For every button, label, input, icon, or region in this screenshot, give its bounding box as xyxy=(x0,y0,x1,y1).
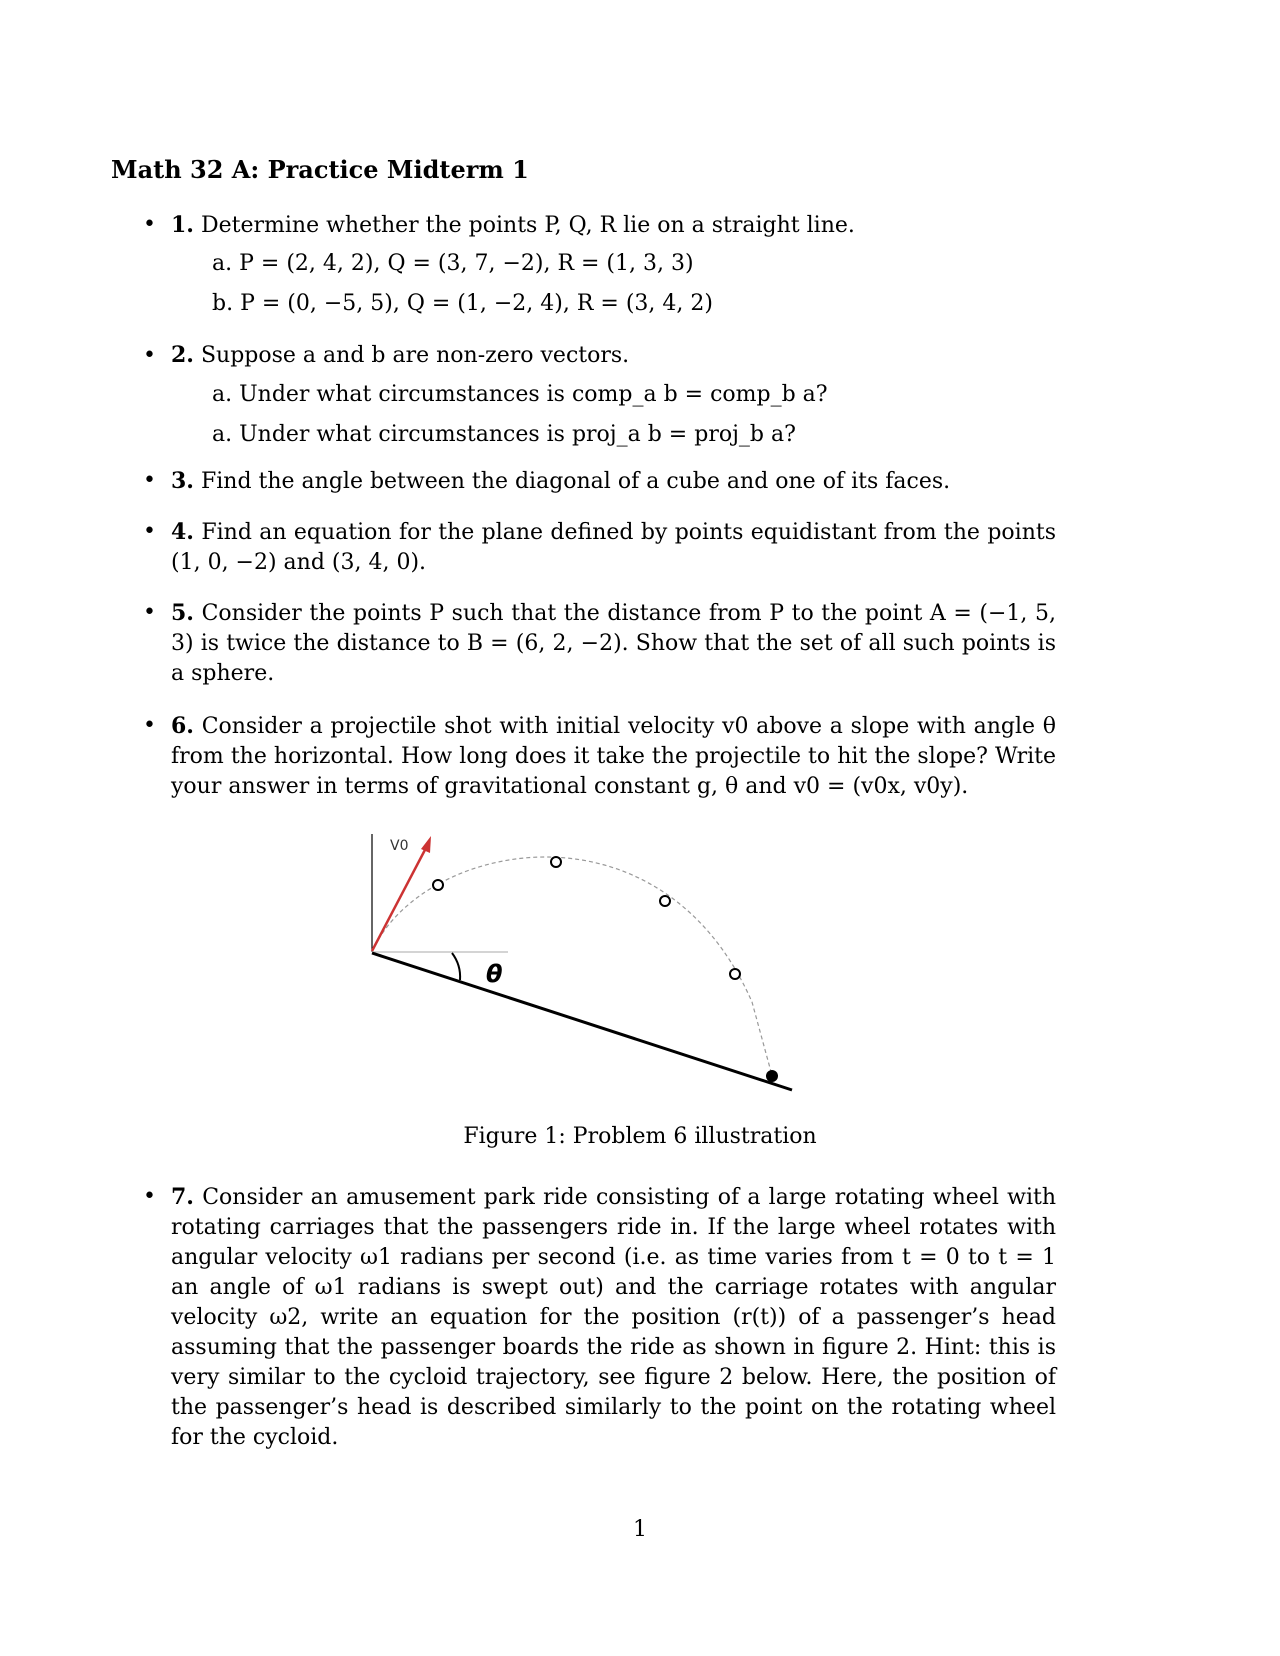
problem-text: Consider a projectile shot with initial velocity v0 above a slope with angle θ from the horizontal. How long does it take the projectile to hit the slope? Write your answer in terms of gravitational constant g, θ and v0 = (v0x, v0y). xyxy=(171,714,1056,799)
problem-7 xyxy=(171,1182,1056,1453)
bullet: • xyxy=(143,1184,156,1209)
bullet: • xyxy=(143,212,156,237)
arrow-head-icon xyxy=(421,836,431,853)
problem-number: 7. xyxy=(171,1184,194,1210)
projectile-diagram xyxy=(360,822,800,1102)
problem-4 xyxy=(171,517,1056,578)
problem-text: Consider an amusement park ride consisting of a large rotating wheel with rotating carriages that the passengers ride in. If the large wheel rotates with angular velocity ω1 radians per second (i.e. as time varies from t = 0 to t = 1 an angle of ω1 radians is swept out) and the carriage rotates with angular velocity ω2, write an equation for the position (r(t)) of a passenger’s head assuming that the passenger boards the ride as shown in figure 2. Hint: this is very similar to the cycloid trajectory, see figure 2 below. Here, the position of the passenger’s head is described similarly to the point on the rotating wheel for the cycloid. xyxy=(171,1185,1056,1450)
projectile-marker xyxy=(433,880,443,890)
problem-text: Find an equation for the plane defined by points equidistant from the points (1, 0, −2) and (3, 4, 0). xyxy=(171,520,1056,575)
problem-2 xyxy=(171,340,1056,371)
v0-label: V0 xyxy=(390,838,409,854)
bullet: • xyxy=(143,343,156,368)
problem-6 xyxy=(171,711,1056,802)
figure-caption: Figure 1: Problem 6 illustration xyxy=(463,1124,817,1149)
theta-label: θ xyxy=(486,960,503,988)
angle-arc xyxy=(452,953,460,980)
problem-2a: a. Under what circumstances is comp_a b = comp_b a? xyxy=(212,382,828,407)
problem-1a: a. P = (2, 4, 2), Q = (3, 7, −2), R = (1, 3, 3) xyxy=(212,251,694,276)
problem-number: 3. xyxy=(171,468,194,494)
bullet: • xyxy=(143,713,156,738)
trajectory-path xyxy=(372,857,773,1079)
problem-number: 4. xyxy=(171,519,194,545)
problem-number: 5. xyxy=(171,600,194,626)
problem-number: 2. xyxy=(171,342,194,368)
slope-line xyxy=(372,953,792,1090)
problem-number: 1. xyxy=(171,212,194,238)
figure-projectile xyxy=(360,822,800,1106)
impact-point xyxy=(766,1070,778,1082)
projectile-marker xyxy=(730,969,740,979)
page-title: Math 32 A: Practice Midterm 1 xyxy=(111,155,529,184)
problem-text: Suppose a and b are non-zero vectors. xyxy=(200,343,630,368)
problem-number: 6. xyxy=(171,713,194,739)
problem-text: Consider the points P such that the distance from P to the point A = (−1, 5, 3) is twice the distance to B = (6, 2, −2). Show that the set of all such points is a sphere. xyxy=(171,601,1057,686)
bullet: • xyxy=(143,468,156,493)
projectile-marker xyxy=(551,857,561,867)
problem-text: Find the angle between the diagonal of a cube and one of its faces. xyxy=(200,469,951,494)
bullet: • xyxy=(143,519,156,544)
problem-text: Determine whether the points P, Q, R lie on a straight line. xyxy=(200,213,855,238)
problem-3 xyxy=(171,466,1056,497)
problem-1b: b. P = (0, −5, 5), Q = (1, −2, 4), R = (3, 4, 2) xyxy=(212,291,713,316)
velocity-arrow xyxy=(372,846,427,951)
bullet: • xyxy=(143,600,156,625)
projectile-marker xyxy=(660,896,670,906)
problem-5 xyxy=(171,598,1056,689)
page-number: 1 xyxy=(633,1517,647,1542)
problem-1 xyxy=(171,210,1056,241)
problem-2b: a. Under what circumstances is proj_a b = proj_b a? xyxy=(212,422,796,447)
